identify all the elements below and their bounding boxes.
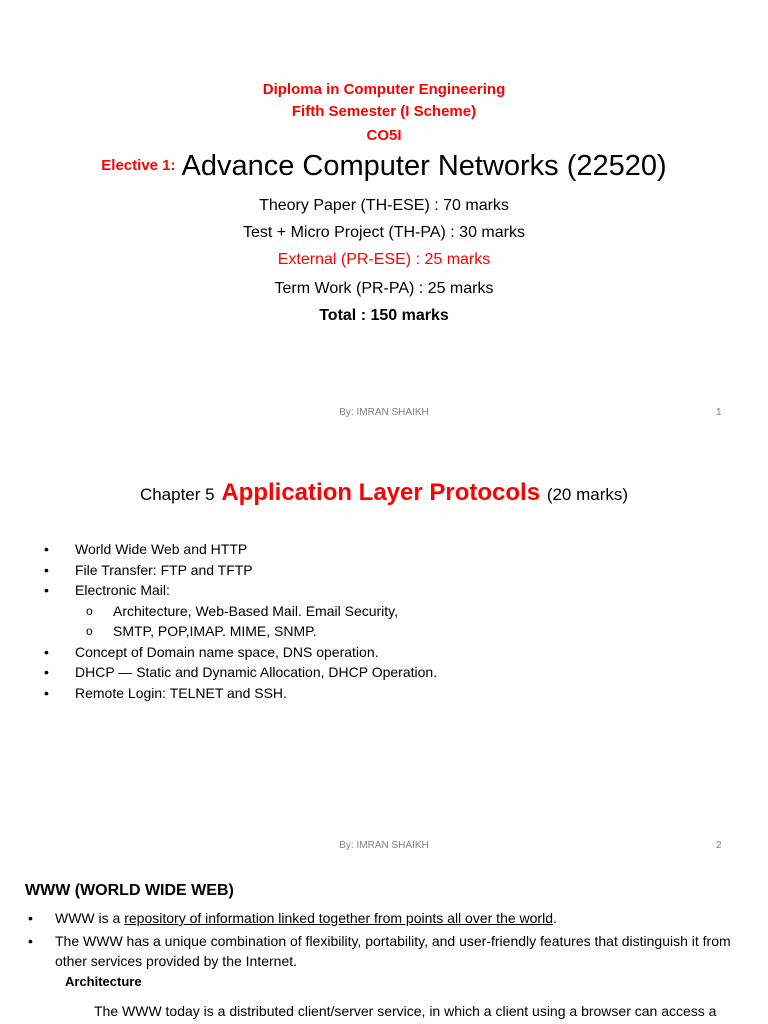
- list-item: [28, 908, 753, 928]
- semester-title: Fifth Semester (I Scheme): [291, 103, 477, 120]
- list-item-text: Architecture, Web-Based Mail. Email Security,: [113, 602, 399, 619]
- elective-label: Elective 1:: [101, 157, 176, 174]
- list-item-text: Concept of Domain name space, DNS operation.: [75, 643, 379, 660]
- bullet-marker: •: [44, 664, 49, 680]
- underlined-phrase: repository of information linked together from points all over the world: [124, 910, 553, 926]
- chapter-title: Application Layer Protocols: [221, 479, 541, 506]
- bullet-marker: •: [44, 684, 49, 701]
- chapter-label: Chapter 5: [139, 485, 215, 504]
- bullet-marker: •: [28, 933, 33, 949]
- marks-test: Test + Micro Project (TH-PA) : 30 marks: [243, 224, 525, 241]
- slide-2: [0, 433, 768, 866]
- marks-external: External (PR-ESE) : 25 marks: [277, 251, 491, 268]
- bullet-marker: •: [28, 910, 33, 926]
- marks-term-work: Term Work (PR-PA) : 25 marks: [274, 280, 494, 297]
- footer-author: By: IMRAN SHAIKH: [339, 840, 429, 851]
- list-item-text: Remote Login: TELNET and SSH.: [75, 684, 287, 701]
- list-item-text: File Transfer: FTP and TFTP: [75, 561, 253, 578]
- bullet-marker: •: [44, 582, 49, 598]
- list-item-text: Electronic Mail:: [75, 582, 170, 598]
- footer-author: By: IMRAN SHAIKH: [339, 407, 429, 418]
- course-code: CO5I: [366, 127, 402, 144]
- course-title-line: [0, 150, 768, 183]
- body-paragraph: The WWW today is a distributed client/server service, in which a client using a browser can access a: [94, 1003, 717, 1019]
- sub-bullet-marker: o: [86, 603, 93, 618]
- course-title: Advance Computer Networks (22520): [181, 150, 667, 182]
- sub-bullet-marker: o: [86, 624, 93, 638]
- chapter-heading: [0, 479, 768, 507]
- www-bullet-list: [28, 908, 753, 974]
- subheading-architecture: Architecture: [65, 974, 142, 989]
- page-number: 2: [716, 840, 722, 851]
- bullet-marker: •: [44, 643, 49, 660]
- list-item-text: World Wide Web and HTTP: [75, 541, 248, 557]
- list-item-suffix: .: [552, 910, 557, 926]
- marks-total: Total : 150 marks: [319, 307, 449, 324]
- bullet-marker: •: [44, 541, 49, 557]
- section-title: WWW (WORLD WIDE WEB): [25, 882, 234, 899]
- slide-3: [0, 866, 768, 1024]
- list-item-text: The WWW has a unique combination of flexibility, portability, and user-friendly features that distinguish it from other services provided by the Internet.: [55, 933, 731, 969]
- program-title: Diploma in Computer Engineering: [262, 81, 506, 98]
- slide-1: [0, 0, 768, 433]
- list-item-text: DHCP — Static and Dynamic Allocation, DHCP Operation.: [75, 664, 438, 680]
- list-item-text: WWW is a: [55, 910, 125, 926]
- page-number: 1: [716, 407, 722, 418]
- chapter-marks: (20 marks): [546, 485, 629, 504]
- list-item-text: SMTP, POP,IMAP. MIME, SNMP.: [113, 623, 317, 639]
- bullet-marker: •: [44, 561, 49, 578]
- marks-theory: Theory Paper (TH-ESE) : 70 marks: [259, 197, 509, 214]
- list-item: [28, 931, 753, 971]
